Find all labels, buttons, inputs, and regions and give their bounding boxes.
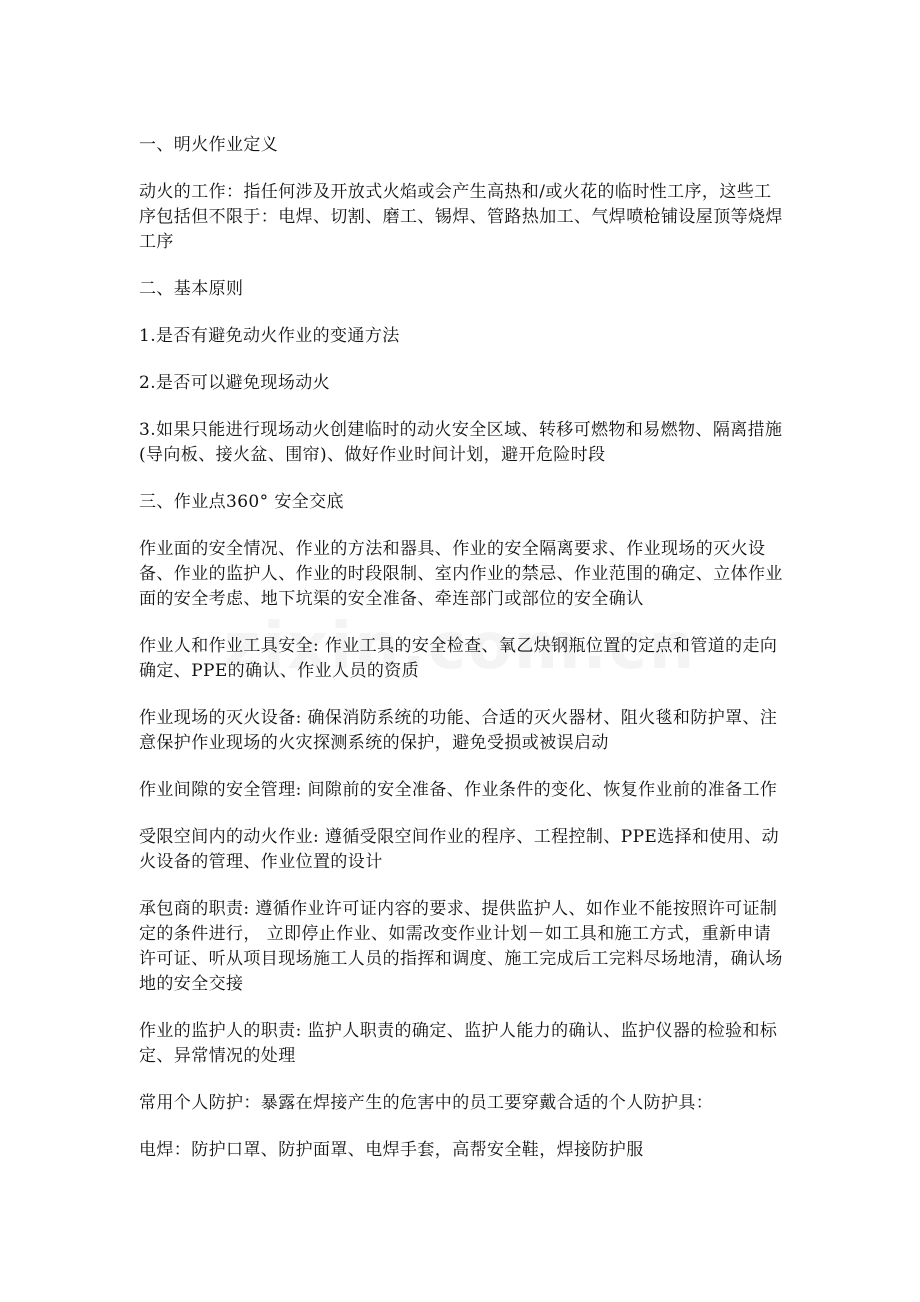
principle-item-3: 3.如果只能进行现场动火创建临时的动火安全区域、转移可燃物和易燃物、隔离措施(导向板、接火盆、围帘)、做好作业时间计划，避开危险时段: [139, 420, 783, 465]
paragraph-guardian-duties: 作业的监护人的职责: 监护人职责的确定、监护人能力的确认、监护仪器的检验和标定、异常情况的处理: [139, 1021, 778, 1066]
paragraph-break-management: 作业间隙的安全管理: 间隙前的安全准备、作业条件的变化、恢复作业前的准备工作: [139, 780, 778, 800]
section-heading-3: 三、作业点360° 安全交底: [139, 492, 344, 512]
section-heading-1: 一、明火作业定义: [139, 135, 279, 155]
paragraph-contractor-duties: 承包商的职责: 遵循作业许可证内容的要求、提供监护人、如作业不能按照许可证制定的条件进行， 立即停止作业、如需改变作业计划－如工具和施工方式，重新申请许可证、听从项目现场施工人员的指挥和调度、施工完成后工完料尽场地清，确认场地的安全交接: [139, 899, 783, 994]
paragraph-confined-space: 受限空间内的动火作业: 遵循受限空间作业的程序、工程控制、PPE选择和使用、动火设备的管理、作业位置的设计: [139, 827, 780, 872]
paragraph-definition: 动火的工作：指任何涉及开放式火焰或会产生高热和/或火花的临时性工序，这些工序包括但不限于：电焊、切割、磨工、锡焊、管路热加工、气焊喷枪铺设屋顶等烧焊工序: [139, 182, 783, 252]
paragraph-ppe-intro: 常用个人防护：暴露在焊接产生的危害中的员工要穿戴合适的个人防护具：: [139, 1093, 714, 1113]
paragraph-worker-tools: 作业人和作业工具安全: 作业工具的安全检查、氧乙炔钢瓶位置的定点和管道的走向确定、PPE的确认、作业人员的资质: [139, 636, 778, 681]
principle-item-2: 2.是否可以避免现场动火: [139, 373, 331, 393]
paragraph-fire-equipment: 作业现场的灭火设备: 确保消防系统的功能、合适的灭火器材、阻火毯和防护罩、注意保护作业现场的火灾探测系统的保护，避免受损或被误启动: [139, 708, 778, 753]
principle-item-1: 1.是否有避免动火作业的变通方法: [139, 326, 400, 346]
paragraph-safety-briefing: 作业面的安全情况、作业的方法和器具、作业的安全隔离要求、作业现场的灭火设备、作业的监护人、作业的时段限制、室内作业的禁忌、作业范围的确定、立体作业面的安全考虑、地下坑渠的安全准备、牵连部门或部位的安全确认: [139, 539, 783, 609]
section-heading-2: 二、基本原则: [139, 279, 244, 299]
document-body: [139, 133, 787, 1185]
paragraph-welding-ppe: 电焊：防护口罩、防护面罩、电焊手套，高帮安全鞋，焊接防护服: [139, 1140, 644, 1160]
